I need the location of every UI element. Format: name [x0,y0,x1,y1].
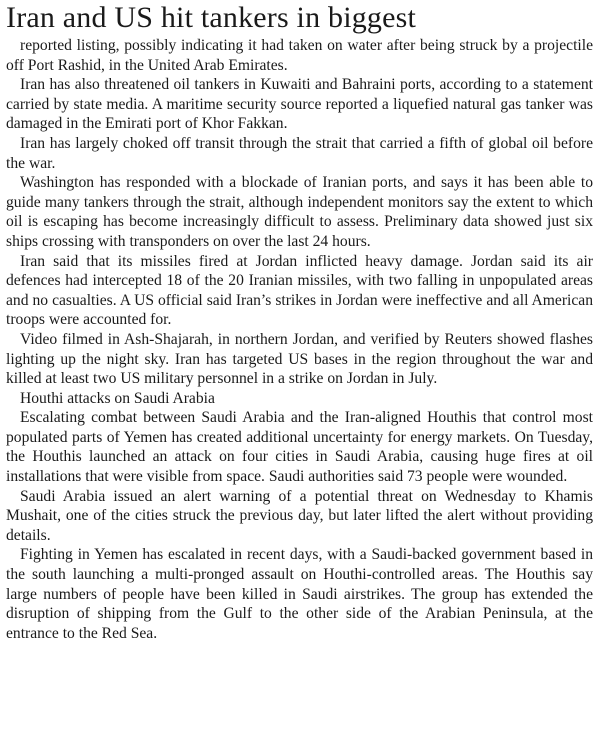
paragraph: Washington has responded with a blockade of Iranian ports, and says it has been able to guide many tankers through the strait, although independent monitors say the extent to which oil is escaping has become increasingly difficult to assess. Preliminary data showed just six ships crossing with transponders on over the last 24 hours. [6,174,593,250]
paragraph: Video filmed in Ash-Shajarah, in northern Jordan, and verified by Reuters showed flashes lighting up the night sky. Iran has targeted US bases in the region throughout the war and killed at least two US military personnel in a strike on Jordan in July. [6,330,593,388]
paragraph: Iran said that its missiles fired at Jordan inflicted heavy damage. Jordan said its air defences had intercepted 18 of the 20 Iranian missiles, with two falling in unpopulated areas and no casualties. A US official said Iran’s strikes in Jordan were ineffective and all American troops were accounted for. [6,252,593,329]
paragraph: Iran has also threatened oil tankers in Kuwaiti and Bahraini ports, according to a statement carried by state media. A maritime security source reported a liquefied natural gas tanker was damaged in the Emirati port of Khor Fakkan. [6,76,593,133]
paragraph: reported listing, possibly indicating it had taken on water after being struck by a projectile off Port Rashid, in the United Arab Emirates. [6,37,593,74]
article [6,0,593,643]
article-body [6,36,593,643]
paragraph: Escalating combat between Saudi Arabia and the Iran-aligned Houthis that control most populated parts of Yemen has created additional uncertainty for energy markets. On Tuesday, the Houthis launched an attack on four cities in Saudi Arabia, causing huge fires at oil installations that were visible from space. Saudi authorities said 73 people were wounded. [6,409,593,486]
paragraph: Saudi Arabia issued an alert warning of a potential threat on Wednesday to Khamis Mushait, one of the cities struck the previous day, but later lifted the alert without providing details. [6,487,593,544]
paragraph: Fighting in Yemen has escalated in recent days, with a Saudi-backed government based in the south launching a multi-pronged assault on Houthi-controlled areas. The Houthis say large numbers of people have been killed in Saudi airstrikes. The group has extended the disruption of shipping from the Gulf to the other side of the Arabian Peninsula, at the entrance to the Red Sea. [6,546,593,642]
paragraph: Iran has largely choked off transit through the strait that carried a fifth of global oil before the war. [6,134,593,172]
section-subhead: Houthi attacks on Saudi Arabia [20,389,215,407]
headline: Iran and US hit tankers in biggest [6,1,417,34]
